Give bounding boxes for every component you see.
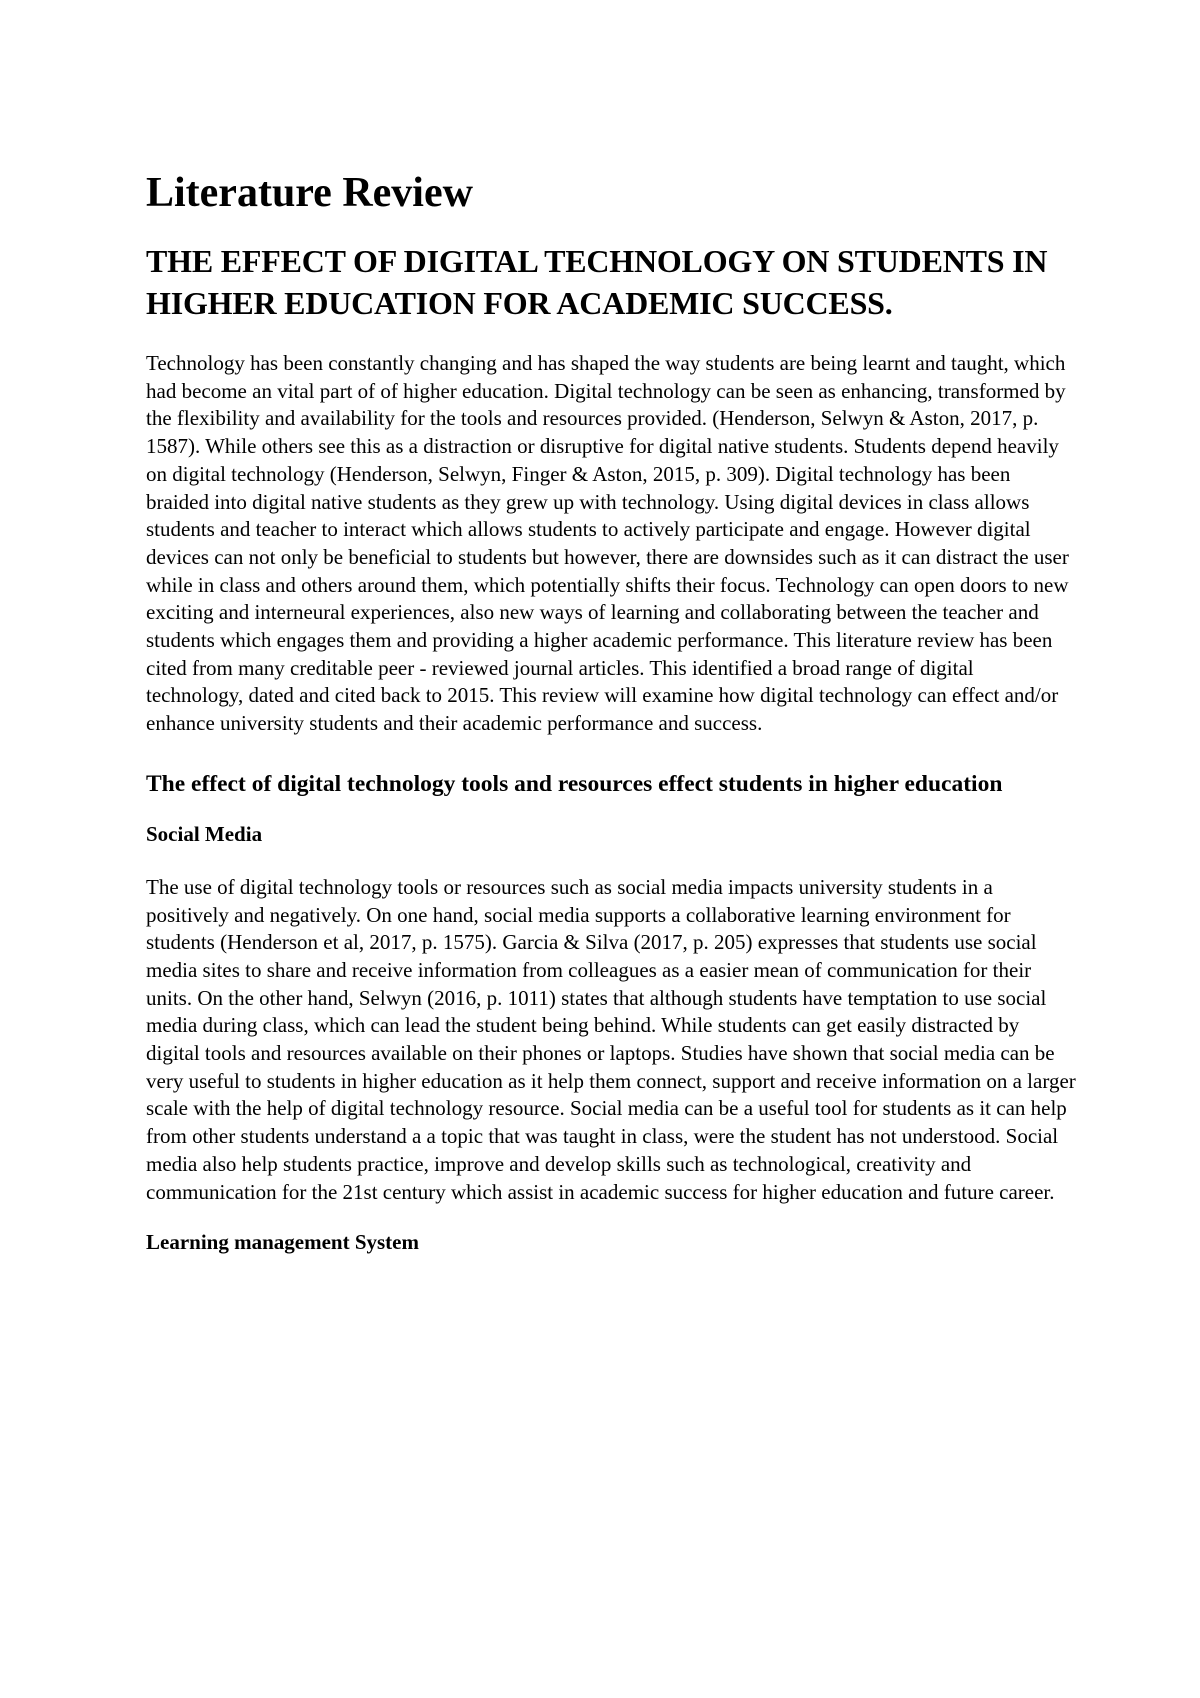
learning-management-system-heading: Learning management System <box>146 1230 419 1255</box>
document-page <box>146 168 1076 1256</box>
document-title: Literature Review <box>146 170 473 216</box>
document-subtitle: THE EFFECT OF DIGITAL TECHNOLOGY ON STUDENTS IN HIGHER EDUCATION FOR ACADEMIC SUCCESS. <box>146 243 1048 321</box>
section-heading: The effect of digital technology tools and resources effect students in higher education <box>146 770 1003 797</box>
social-media-paragraph: The use of digital technology tools or resources such as social media impacts university students in a positively and negatively. On one hand, social media supports a collaborative learning environment for students (Henderson et al, 2017, p. 1575). Garcia & Silva (2017, p. 205) expresses that students use social media sites to share and receive information from colleagues as a easier mean of communication for their units. On the other hand, Selwyn (2016, p. 1011) states that although students have temptation to use social media during class, which can lead the student being behind. While students can get easily distracted by digital tools and resources available on their phones or laptops. Studies have shown that social media can be very useful to students in higher education as it help them connect, support and receive information on a larger scale with the help of digital technology resource. Social media can be a useful tool for students as it can help from other students understand a a topic that was taught in class, were the student has not understood. Social media also help students practice, improve and develop skills such as technological, creativity and communication for the 21st century which assist in academic success for higher education and future career. <box>146 874 1076 1204</box>
intro-paragraph: Technology has been constantly changing and has shaped the way students are being learnt and taught, which had become an vital part of of higher education. Digital technology can be seen as enhancing, transformed by the flexibility and availability for the tools and resources provided. (Henderson, Selwyn & Aston, 2017, p. 1587). While others see this as a distraction or disruptive for digital native students. Students depend heavily on digital technology (Henderson, Selwyn, Finger & Aston, 2015, p. 309). Digital technology has been braided into digital native students as they grew up with technology. Using digital devices in class allows students and teacher to interact which allows students to actively participate and engage. However digital devices can not only be beneficial to students but however, there are downsides such as it can distract the user while in class and others around them, which potentially shifts their focus. Technology can open doors to new exciting and interneural experiences, also new ways of learning and collaborating between the teacher and students which engages them and providing a higher academic performance. This literature review has been cited from many creditable peer - reviewed journal articles. This identified a broad range of digital technology, dated and cited back to 2015. This review will examine how digital technology can effect and/or enhance university students and their academic performance and success. <box>146 351 1069 736</box>
social-media-heading: Social Media <box>146 821 263 846</box>
